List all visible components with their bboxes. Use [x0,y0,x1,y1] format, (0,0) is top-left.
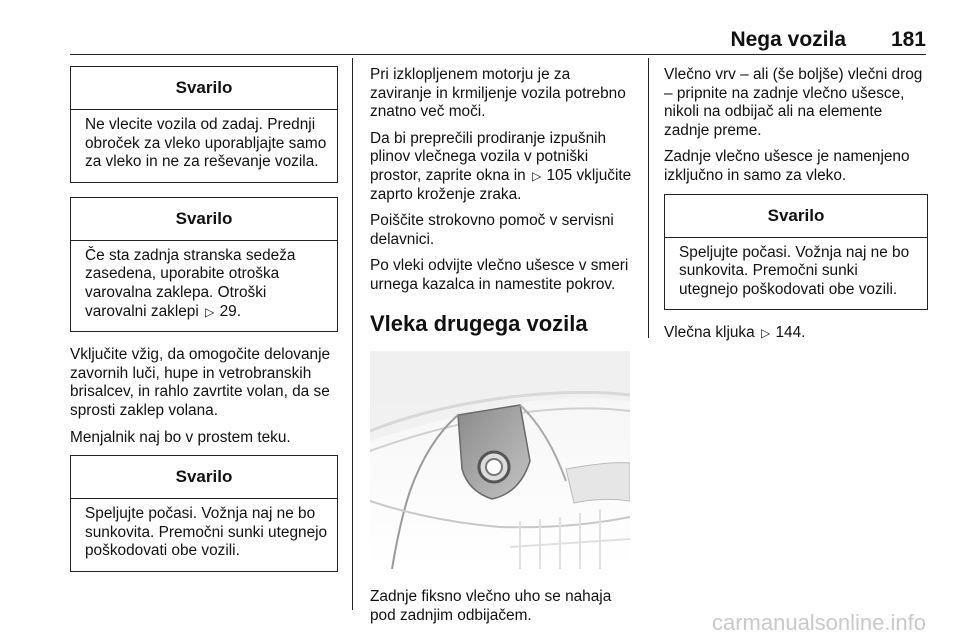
header-rule [70,54,926,55]
column-divider-1 [352,58,353,610]
paragraph [664,324,928,343]
figure-caption: Zadnje fiksno vlečno uho se nahaja pod zadnjim odbijačem. [370,588,612,624]
warning-title: Svarilo [71,198,337,241]
page-reference[interactable]: 144. [775,324,806,342]
paragraph: Po vleki odvijte vlečno ušesce v smeri urnega kazalca in namestite pokrov. [370,257,629,293]
page-header [70,28,926,52]
column-3 [664,66,928,351]
paragraph: Vključite vžig, da omogočite delovanje zavornih luči, hupe in vetrobranskih brisalcev, in rahlo zavrtite volan, da se sprosti zaklep volana. [70,346,331,419]
paragraph-part: Vlečna kljuka [664,324,755,342]
column-2 [370,66,634,633]
warning-box [70,66,338,183]
warning-text: Ne vlecite vozila od zadaj. Prednji obroček za vleko uporabljajte samo za vleko in ne za reševanje vozila. [85,116,327,171]
paragraph: Vlečno vrv – ali (še boljše) vlečni drog – pripnite na zadnje vlečno ušesce, nikoli na odbijač ali na elemente zadnje preme. [664,66,923,139]
page-reference[interactable]: 105 [546,166,573,184]
page-number: 181 [890,28,926,51]
warning-title: Svarilo [71,67,337,110]
paragraph: Zadnje vlečno ušesce je namenjeno izključno in samo za vleko. [664,148,910,184]
warning-text: Speljujte počasi. Vožnja naj ne bo sunkovita. Premočni sunki utegnejo poškodovati obe vozili. [85,505,328,560]
paragraph: Menjalnik naj bo v prostem teku. [70,428,291,446]
column-divider-2 [648,58,649,338]
warning-box [664,194,928,311]
section-title: Nega vozila [730,28,846,51]
xref-arrow-icon: ▷ [205,304,215,319]
column-1 [70,66,338,586]
xref-arrow-icon: ▷ [531,168,542,183]
paragraph-part: Da bi preprečili prodiranje izpušnih plinov vlečnega vozila v potniški prostor, zaprite okna in [370,129,607,184]
page-reference[interactable]: 29. [219,302,241,320]
tow-eye-illustration [370,351,630,569]
warning-text-part: Če sta zadnja stranska sedeža zasedena, uporabite otroška varovalna zaklepa. Otroški varovalni zaklepi [85,246,296,320]
warning-text: Speljujte počasi. Vožnja naj ne bo sunkovita. Premočni sunki utegnejo poškodovati obe vozili. [679,243,910,298]
warning-text [71,241,337,331]
section-heading: Vleka drugega vozila [370,310,588,336]
warning-box [70,197,338,332]
warning-title: Svarilo [665,195,927,238]
paragraph: Poiščite strokovno pomoč v servisni delavnici. [370,212,614,248]
warning-title: Svarilo [71,456,337,499]
paragraph-part: vključite zaprto kroženje zraka. [370,166,632,203]
warning-box [70,455,338,572]
paragraph: Pri izklopljenem motorju je za zaviranje in krmiljenje vozila potrebno znatno več moči. [370,66,626,121]
paragraph [370,130,634,204]
watermark: carmanualsonline.info [711,610,926,635]
xref-arrow-icon: ▷ [760,326,771,341]
